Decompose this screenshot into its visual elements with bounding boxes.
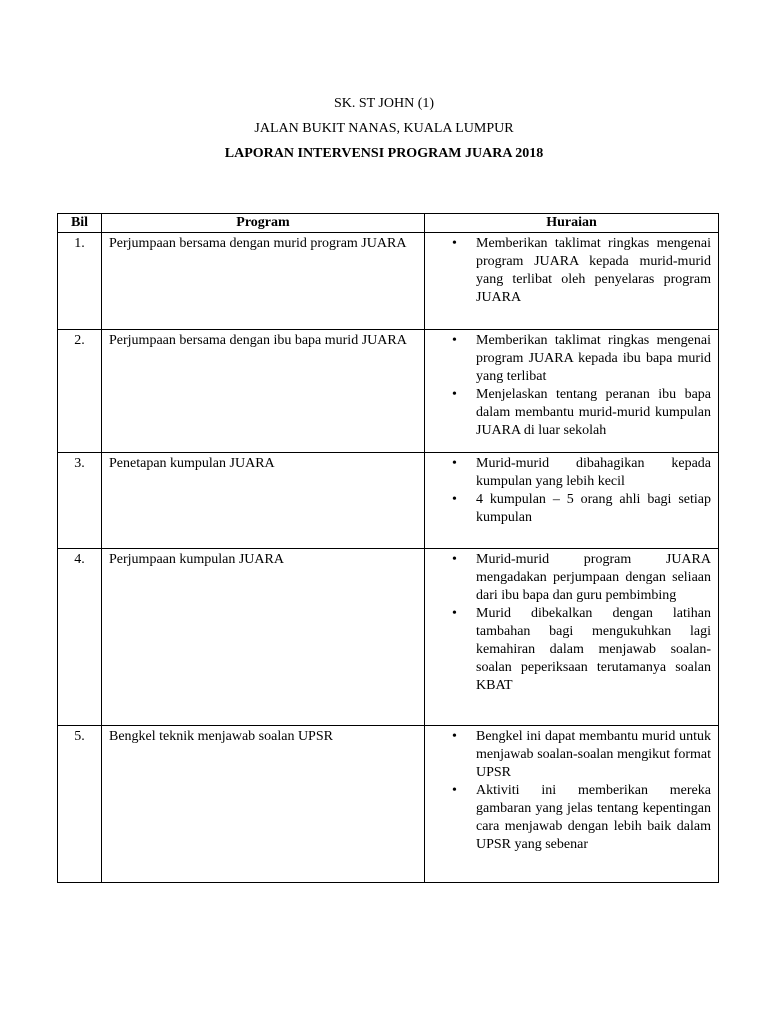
row-program: Bengkel teknik menjawab soalan UPSR <box>102 726 425 883</box>
table-row <box>58 726 719 883</box>
row-program: Perjumpaan bersama dengan ibu bapa murid JUARA <box>102 330 425 453</box>
report-title: LAPORAN INTERVENSI PROGRAM JUARA 2018 <box>224 146 544 161</box>
bullet-icon: • <box>452 333 457 348</box>
school-address: JALAN BUKIT NANAS, KUALA LUMPUR <box>254 121 514 136</box>
huraian-text: Murid-murid program JUARA mengadakan perjumpaan dengan seliaan dari ibu bapa dan guru pembimbing <box>476 552 711 603</box>
huraian-text: Murid dibekalkan dengan latihan tambahan bagi mengukuhkan lagi kemahiran dalam menjawab soalan-soalan peperiksaan terutamanya soalan KBAT <box>476 606 711 693</box>
bullet-icon: • <box>452 387 457 402</box>
huraian-list <box>429 455 711 527</box>
bullet-icon: • <box>452 783 457 798</box>
row-program: Perjumpaan bersama dengan murid program JUARA <box>102 233 425 330</box>
huraian-list <box>429 235 711 307</box>
report-table <box>57 213 719 883</box>
huraian-text: Memberikan taklimat ringkas mengenai program JUARA kepada murid-murid yang terlibat oleh penyelaras program JUARA <box>476 236 711 305</box>
row-number: 4. <box>58 549 102 726</box>
row-number: 2. <box>58 330 102 453</box>
row-huraian <box>425 453 719 549</box>
row-program: Perjumpaan kumpulan JUARA <box>102 549 425 726</box>
row-huraian <box>425 330 719 453</box>
bullet-icon: • <box>452 606 457 621</box>
huraian-text: Memberikan taklimat ringkas mengenai program JUARA kepada ibu bapa murid yang terlibat <box>476 333 711 384</box>
huraian-item <box>429 235 711 307</box>
table-row <box>58 453 719 549</box>
bullet-icon: • <box>452 456 457 471</box>
row-huraian <box>425 726 719 883</box>
huraian-item <box>429 605 711 695</box>
huraian-item <box>429 455 711 491</box>
school-name: SK. ST JOHN (1) <box>333 96 435 111</box>
row-huraian <box>425 549 719 726</box>
huraian-text: Murid-murid dibahagikan kepada kumpulan yang lebih kecil <box>476 456 711 489</box>
bullet-icon: • <box>452 492 457 507</box>
huraian-text: 4 kumpulan – 5 orang ahli bagi setiap kumpulan <box>476 492 711 525</box>
row-number: 3. <box>58 453 102 549</box>
huraian-text: Menjelaskan tentang peranan ibu bapa dalam membantu murid-murid kumpulan JUARA di luar sekolah <box>476 387 711 438</box>
document-header <box>0 92 768 167</box>
header-bil: Bil <box>58 214 102 233</box>
row-program: Penetapan kumpulan JUARA <box>102 453 425 549</box>
header-huraian: Huraian <box>425 214 719 233</box>
huraian-item <box>429 491 711 527</box>
huraian-text: Aktiviti ini memberikan mereka gambaran yang jelas tentang kepentingan cara menjawab dengan lebih baik dalam UPSR yang sebenar <box>476 783 711 852</box>
row-number: 5. <box>58 726 102 883</box>
huraian-item <box>429 386 711 440</box>
huraian-list <box>429 332 711 440</box>
huraian-item <box>429 782 711 854</box>
huraian-item <box>429 551 711 605</box>
row-huraian <box>425 233 719 330</box>
row-number: 1. <box>58 233 102 330</box>
table-row <box>58 330 719 453</box>
table-header-row <box>58 214 719 233</box>
bullet-icon: • <box>452 236 457 251</box>
huraian-item <box>429 728 711 782</box>
huraian-list <box>429 728 711 854</box>
huraian-text: Bengkel ini dapat membantu murid untuk menjawab soalan-soalan mengikut format UPSR <box>476 729 711 780</box>
bullet-icon: • <box>452 729 457 744</box>
huraian-item <box>429 332 711 386</box>
header-program: Program <box>102 214 425 233</box>
table-row <box>58 233 719 330</box>
huraian-list <box>429 551 711 695</box>
table-row <box>58 549 719 726</box>
bullet-icon: • <box>452 552 457 567</box>
